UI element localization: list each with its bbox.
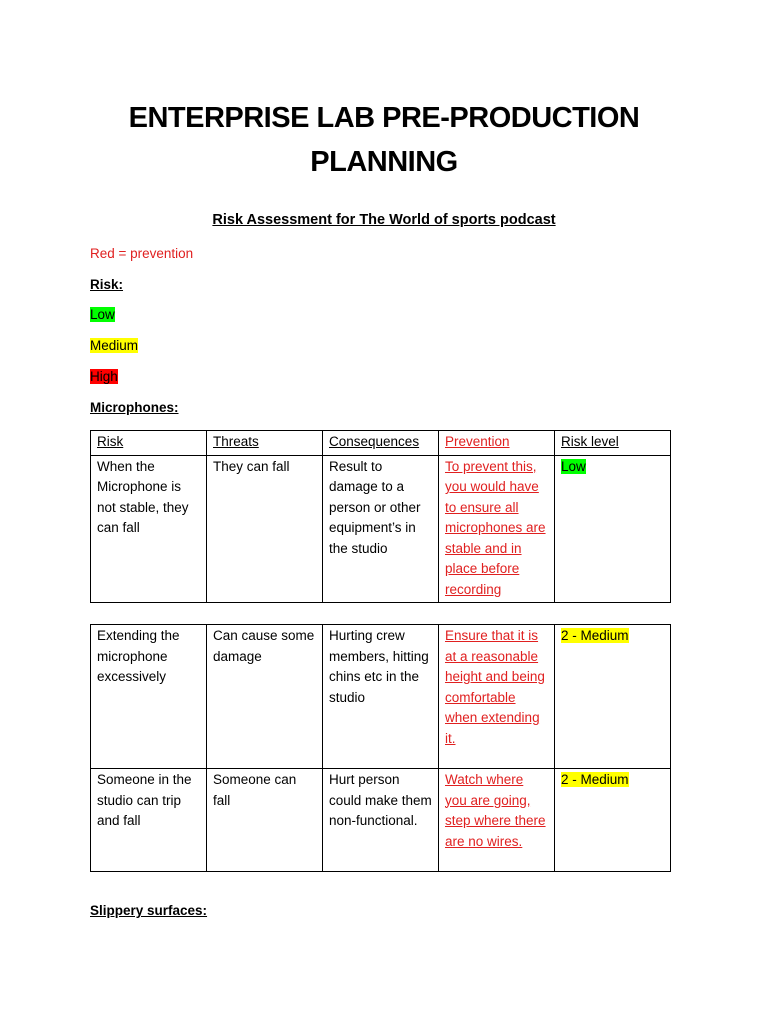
cell-risk-level [555,769,671,872]
cell-prevention [439,625,555,769]
cell-risk: When the Microphone is not stable, they can fall [91,455,207,603]
cell-prevention [439,769,555,872]
risk-legend-high [90,369,118,384]
risk-table-2 [90,624,671,872]
cell-risk-level [555,625,671,769]
section-microphones: Microphones: [90,400,179,415]
header-prevention: Prevention [439,431,555,456]
table-row [91,769,671,872]
high-highlight: High [90,369,118,384]
page-title: ENTERPRISE LAB PRE-PRODUCTION PLANNING [128,102,640,178]
risk-legend-heading: Risk: [90,277,124,292]
section-slippery-surfaces: Slippery surfaces: [90,903,208,918]
cell-risk: Extending the microphone excessively [91,625,207,769]
prevention-legend: Red = prevention [90,246,194,261]
risk-table-1 [90,430,671,603]
medium-highlight: Medium [90,338,139,353]
cell-consequences: Hurting crew members, hitting chins etc in the studio [323,625,439,769]
cell-prevention [439,455,555,603]
low-highlight: Low [90,307,115,322]
risk-level-badge: 2 - Medium [561,628,629,643]
table-header-row [91,431,671,456]
cell-consequences: Result to damage to a person or other equipment’s in the studio [323,455,439,603]
cell-threats: They can fall [207,455,323,603]
header-threats: Threats [207,431,323,456]
cell-consequences: Hurt person could make them non-functional. [323,769,439,872]
risk-level-badge: Low [561,458,586,474]
risk-level-badge: 2 - Medium [561,772,629,787]
cell-risk: Someone in the studio can trip and fall [91,769,207,872]
risk-legend-low [90,307,115,322]
cell-risk-level [555,455,671,603]
header-risk: Risk [91,431,207,456]
prevention-text: To prevent this, you would have to ensure all microphones are stable and in place before recording [445,458,546,597]
prevention-text: Watch where you are going, step where there are no wires. [445,772,546,849]
table-row [91,455,671,603]
prevention-text: Ensure that it is at a reasonable height and being comfortable when extending it. [445,628,545,746]
document-subtitle: Risk Assessment for The World of sports podcast [212,212,556,228]
cell-threats: Someone can fall [207,769,323,872]
table-row [91,625,671,769]
header-consequences: Consequences [323,431,439,456]
header-risk-level: Risk level [555,431,671,456]
cell-threats: Can cause some damage [207,625,323,769]
risk-legend-medium [90,338,138,353]
